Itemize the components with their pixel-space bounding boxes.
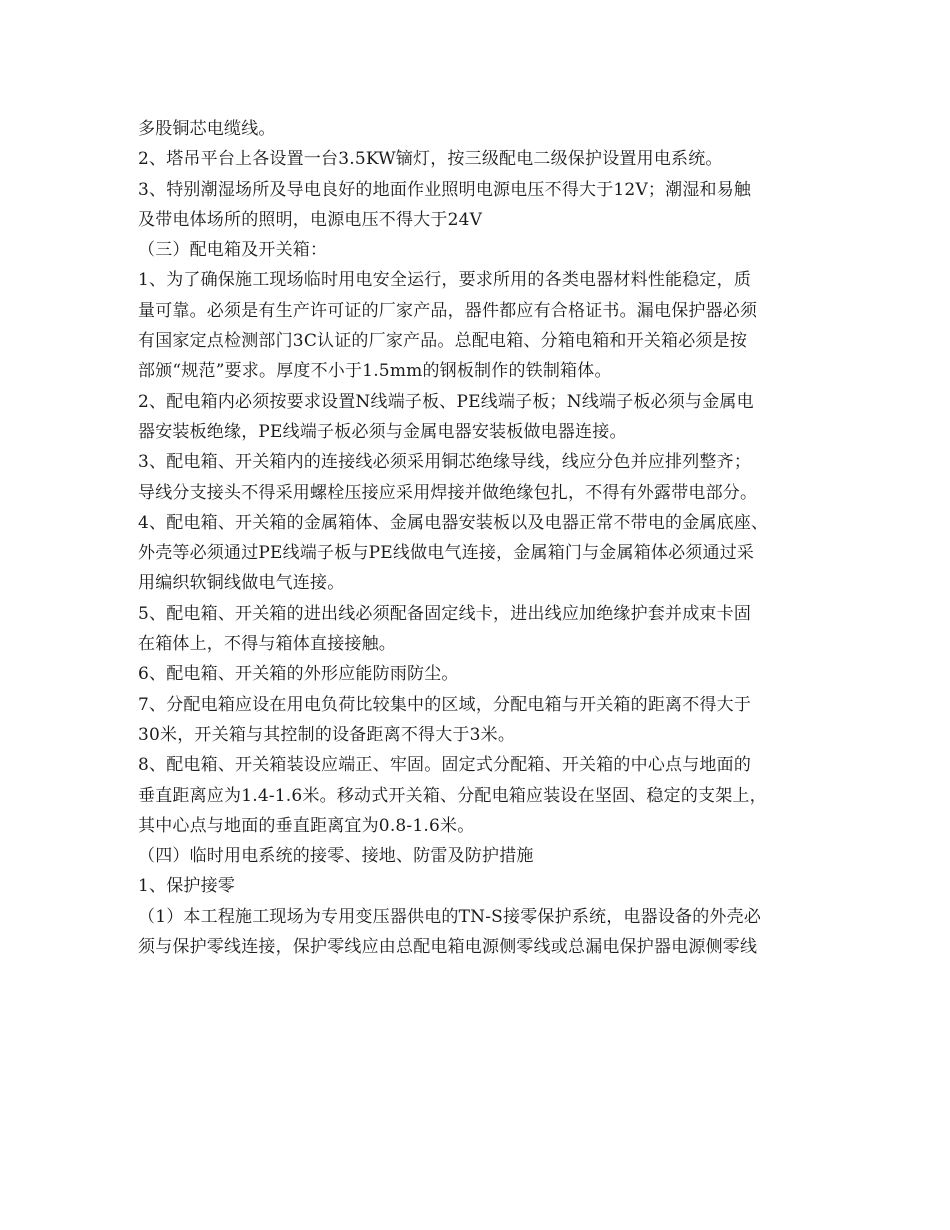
text-line: 在箱体上，不得与箱体直接接触。 bbox=[138, 634, 396, 655]
text-line: 8、配电箱、开关箱装设应端正、牢固。固定式分配箱、开关箱的中心点与地面的 bbox=[138, 755, 752, 776]
text-line: 30米，开关箱与其控制的设备距离不得大于3米。 bbox=[138, 724, 516, 745]
section-heading: （三）配电箱及开关箱： bbox=[138, 240, 328, 261]
text-line: 部颁“规范”要求。厚度不小于1.5mm的钢板制作的铁制箱体。 bbox=[138, 361, 612, 382]
body-text bbox=[138, 114, 818, 962]
text-line: 多股铜芯电缆线。 bbox=[138, 119, 276, 139]
text-line: 有国家定点检测部门3C认证的厂家产品。总配电箱、分箱电箱和开关箱必须是按 bbox=[138, 331, 748, 352]
text-line: 7、分配电箱应设在用电负荷比较集中的区域，分配电箱与开关箱的距离不得大于 bbox=[138, 694, 752, 715]
text-line: 2、塔吊平台上各设置一台3.5KW镝灯，按三级配电二级保护设置用电系统。 bbox=[138, 149, 723, 170]
text-line: （1）本工程施工现场为专用变压器供电的TN-S接零保护系统，电器设备的外壳必 bbox=[138, 906, 762, 927]
text-line: 外壳等必须通过PE线端子板与PE线做电气连接，金属箱门与金属箱体必须通过采 bbox=[138, 543, 755, 564]
text-line: 1、为了确保施工现场临时用电安全运行，要求所用的各类电器材料性能稳定，质 bbox=[138, 270, 752, 291]
text-line: 3、特别潮湿场所及导电良好的地面作业照明电源电压不得大于12V；潮湿和易触 bbox=[138, 179, 752, 200]
text-line: 垂直距离应为1.4-1.6米。移动式开关箱、分配电箱应装设在坚固、稳定的支架上， bbox=[138, 785, 767, 806]
subsection-heading: 1、保护接零 bbox=[138, 876, 236, 897]
section-heading: （四）临时用电系统的接零、接地、防雷及防护措施 bbox=[138, 846, 534, 867]
text-line: 5、配电箱、开关箱的进出线必须配备固定线卡，进出线应加绝缘护套并成束卡固 bbox=[138, 603, 752, 624]
text-line: 用编织软铜线做电气连接。 bbox=[138, 573, 345, 594]
text-line: 导线分支接头不得采用螺栓压接应采用焊接并做绝缘包扎，不得有外露带电部分。 bbox=[138, 482, 758, 503]
text-line: 器安装板绝缘，PE线端子板必须与金属电器安装板做电器连接。 bbox=[138, 421, 627, 442]
text-line: 3、配电箱、开关箱内的连接线必须采用铜芯绝缘导线，线应分色并应排列整齐； bbox=[138, 452, 752, 473]
text-line: 量可靠。必须是有生产许可证的厂家产品，器件都应有合格证书。漏电保护器必须 bbox=[138, 300, 758, 321]
text-line: 2、配电箱内必须按要求设置N线端子板、PE线端子板；N线端子板必须与金属电 bbox=[138, 391, 754, 412]
text-line: 及带电体场所的照明，电源电压不得大于24V bbox=[138, 209, 483, 230]
text-line: 4、配电箱、开关箱的金属箱体、金属电器安装板以及电器正常不带电的金属底座、 bbox=[138, 512, 769, 533]
text-line: 须与保护零线连接，保护零线应由总配电箱电源侧零线或总漏电保护器电源侧零线 bbox=[138, 937, 758, 958]
text-line: 6、配电箱、开关箱的外形应能防雨防尘。 bbox=[138, 664, 459, 685]
text-line: 其中心点与地面的垂直距离宜为0.8-1.6米。 bbox=[138, 815, 475, 836]
